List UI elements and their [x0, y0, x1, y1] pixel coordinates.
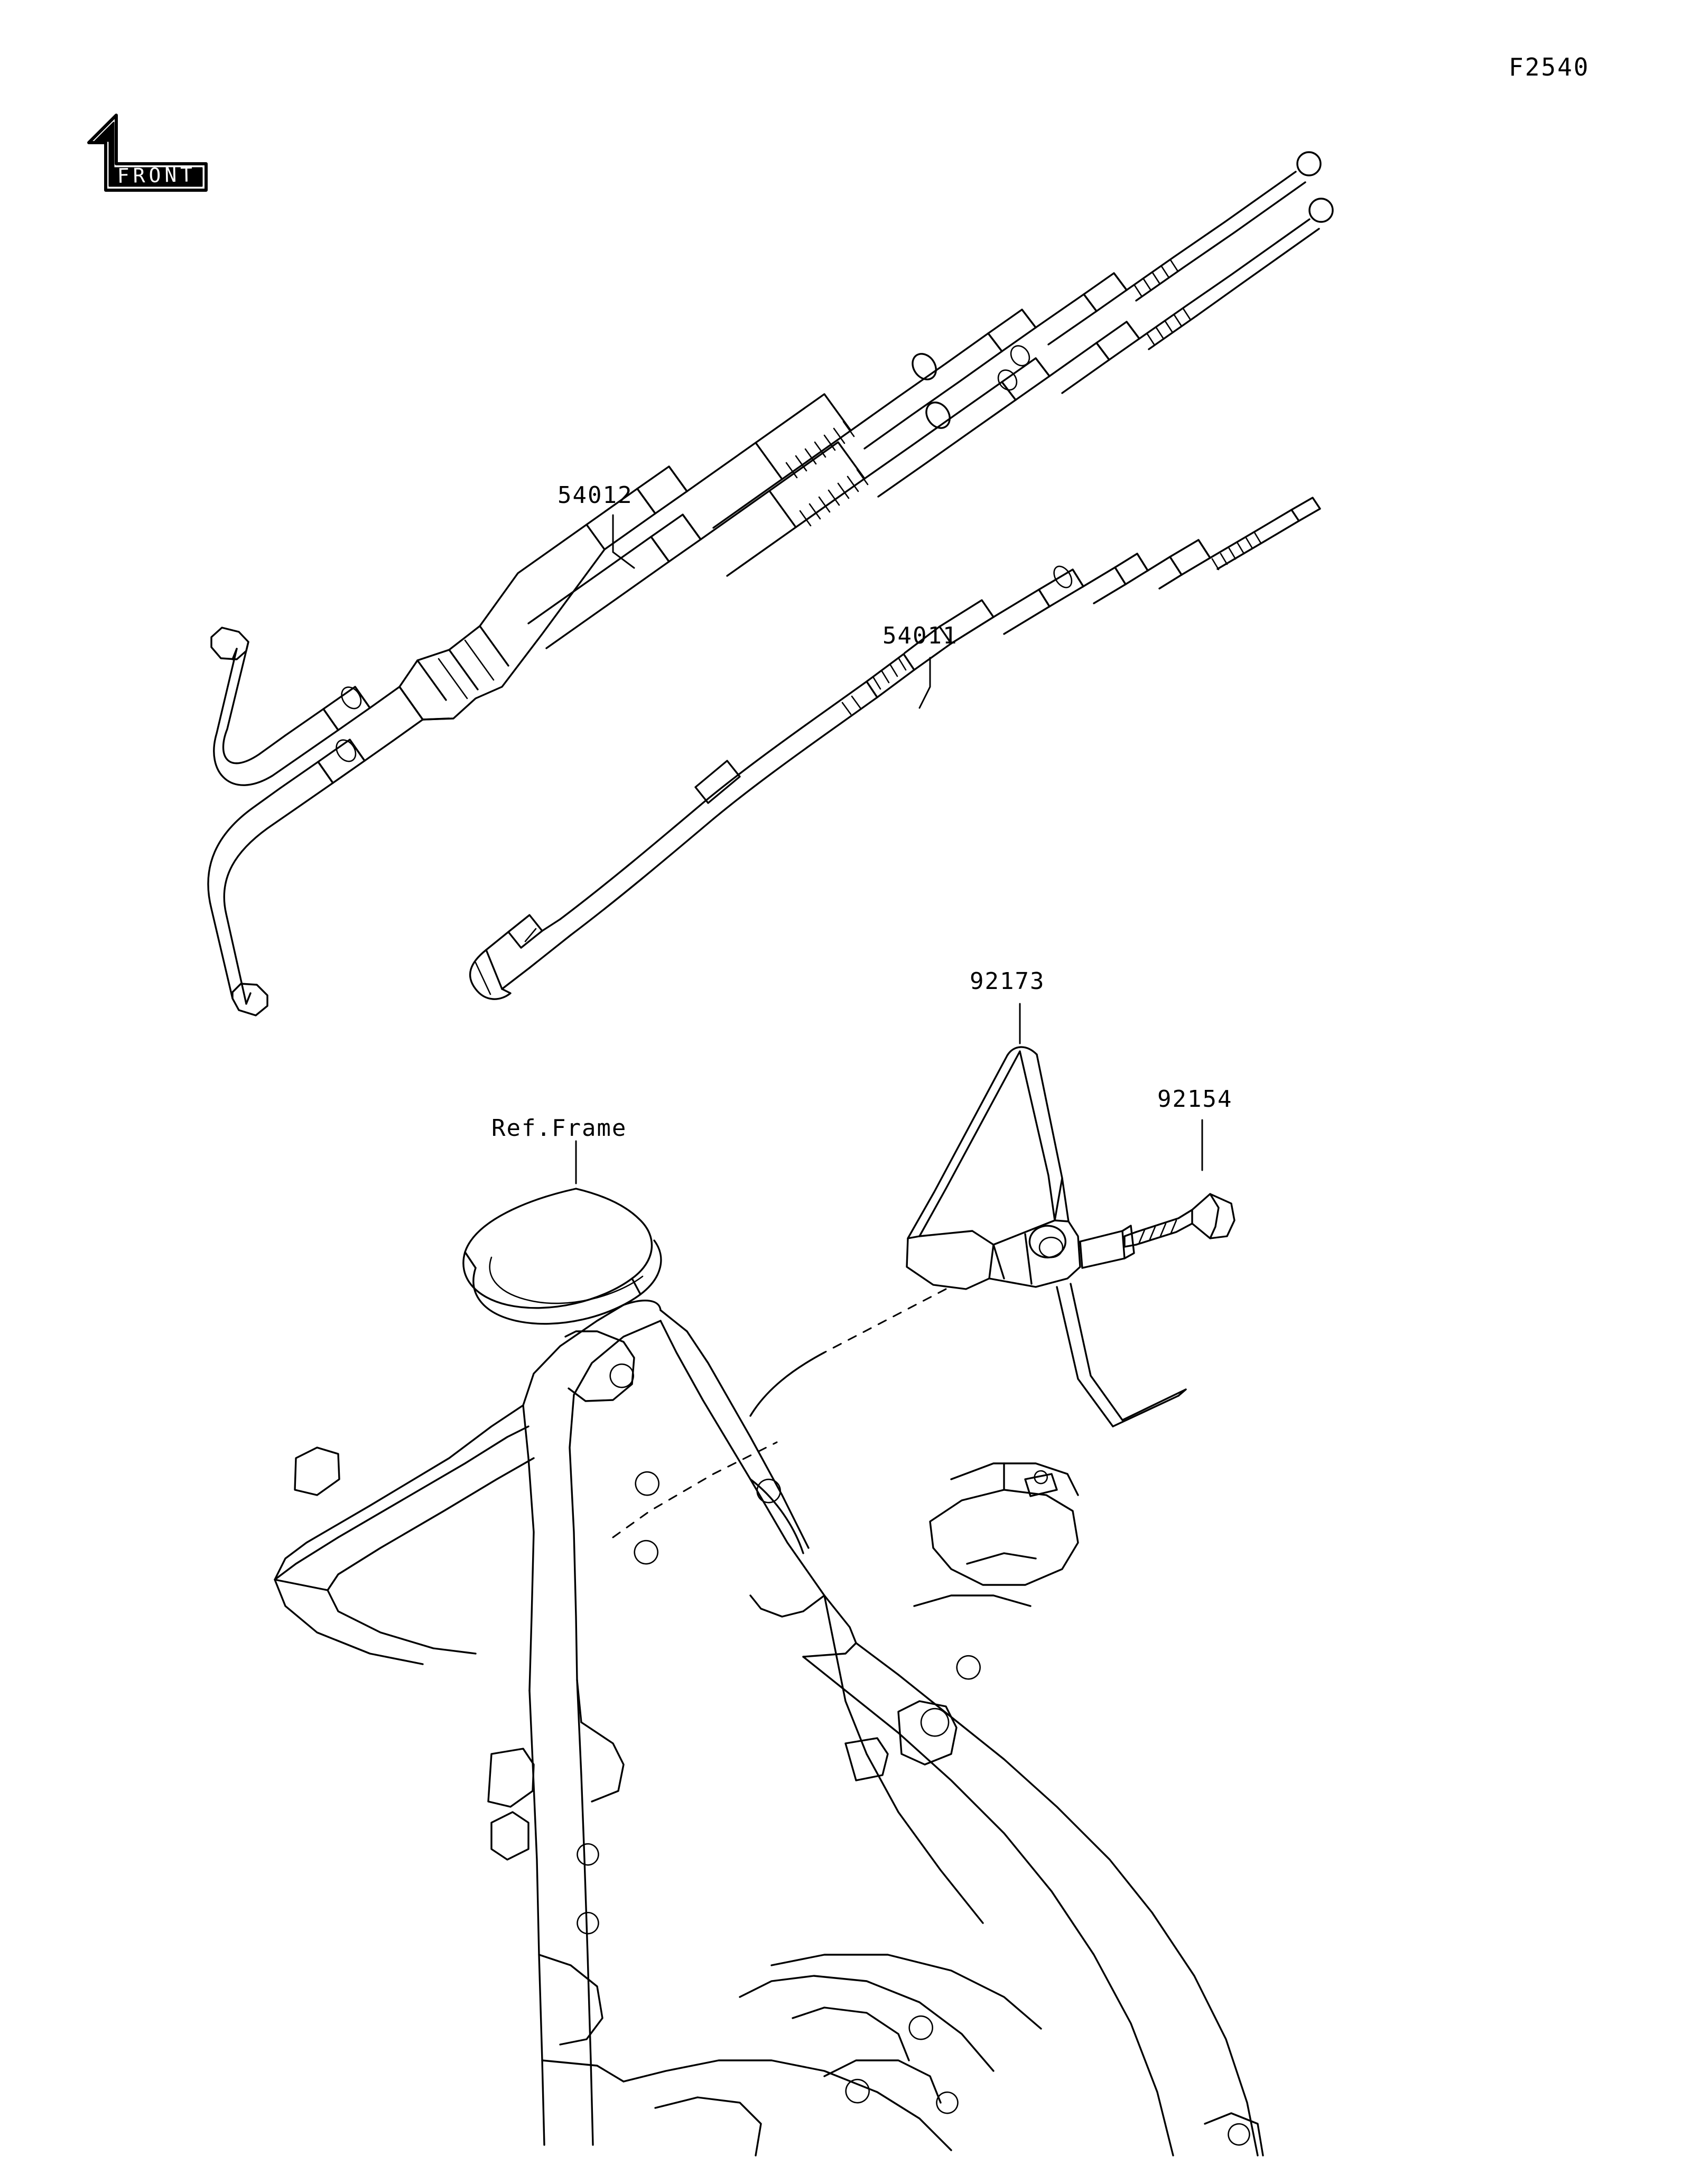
part-54011-clutch-cable — [470, 498, 1320, 999]
leader-lines — [576, 515, 1202, 1183]
callout-ref-frame: Ref.Frame — [491, 1115, 627, 1142]
ref-frame-illustration — [275, 1189, 1263, 2155]
callout-54011: 54011 — [882, 622, 958, 649]
sheet-code: F2540 — [1509, 53, 1590, 81]
part-92154-bolt — [1125, 1194, 1234, 1247]
callout-92173: 92173 — [970, 968, 1045, 995]
part-54012-throttle-cables — [208, 152, 1333, 1015]
callout-54012: 54012 — [558, 482, 633, 509]
svg-text:FRONT: FRONT — [117, 163, 197, 188]
callout-92154: 92154 — [1157, 1086, 1233, 1113]
part-92173-clamp — [750, 1047, 1186, 1426]
